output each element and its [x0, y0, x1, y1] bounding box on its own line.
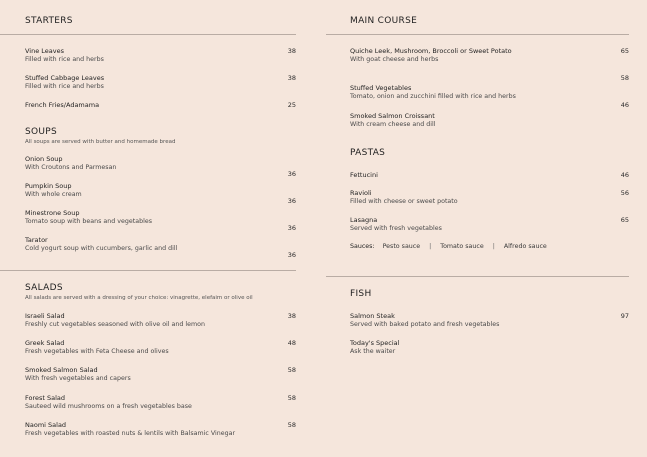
section-note: All soups are served with butter and homemade bread: [25, 139, 176, 145]
item-price: 58: [287, 421, 296, 429]
menu-item: [25, 47, 296, 63]
fish-section: [350, 289, 629, 299]
item-description: With cream cheese and dill: [350, 121, 436, 128]
menu-item: [350, 47, 629, 63]
item-name: Salmon Steak: [350, 312, 395, 320]
menu-item: [25, 101, 296, 109]
item-description: Fresh vegetables with Feta Cheese and olives: [25, 348, 169, 355]
item-description: Filled with cheese or sweet potato: [350, 198, 458, 205]
item-description: Filled with rice and herbs: [25, 83, 104, 90]
item-description: With fresh vegetables and capers: [25, 375, 131, 382]
item-description: Sauteed wild mushrooms on a fresh vegetables base: [25, 403, 192, 410]
menu-item: [350, 101, 629, 128]
item-price: 58: [620, 74, 629, 82]
menu-item: [25, 182, 296, 205]
item-price: 36: [287, 224, 296, 232]
item-name: Vine Leaves: [25, 47, 65, 55]
sauce-option: Tomato sauce: [440, 243, 484, 250]
item-name: Ravioli: [350, 189, 372, 197]
item-name: Quiche Leek, Mushroom, Broccoli or Sweet Potato: [350, 47, 512, 55]
item-price: 38: [287, 312, 296, 320]
item-name: Stuffed Vegetables: [350, 84, 412, 92]
item-description: Filled with rice and herbs: [25, 56, 104, 63]
item-name: Onion Soup: [25, 155, 63, 163]
item-price: 25: [287, 101, 296, 109]
divider: [0, 270, 296, 271]
item-price: 36: [287, 251, 296, 259]
pastas-section: [350, 148, 629, 158]
main-course-section: [350, 16, 629, 26]
item-name: French Fries/Adamama: [25, 101, 100, 109]
item-price: 36: [287, 197, 296, 205]
menu-item: [25, 421, 296, 437]
item-price: 56: [620, 189, 629, 197]
menu-item: [25, 155, 296, 178]
menu-item: [25, 339, 296, 355]
item-price: 58: [287, 366, 296, 374]
item-price: 97: [620, 312, 629, 320]
item-description: Freshly cut vegetables seasoned with olive oil and lemon: [25, 321, 205, 328]
item-price: 36: [287, 170, 296, 178]
section-title: SALADS: [25, 283, 63, 293]
item-description: With goat cheese and herbs: [350, 56, 439, 63]
section-note: All salads are served with a dressing of your choice: vinagrette, elefaim or olive oil: [25, 295, 253, 301]
sauce-option: Pesto sauce: [382, 243, 421, 250]
sauce-option: Alfredo sauce: [503, 243, 547, 250]
item-name: Smoked Salmon Salad: [25, 366, 98, 374]
item-price: 38: [287, 47, 296, 55]
item-name: Tarator: [25, 236, 48, 244]
item-name: Smoked Salmon Croissant: [350, 112, 435, 120]
section-title: STARTERS: [25, 16, 73, 26]
item-price: 65: [620, 47, 629, 55]
item-name: Pumpkin Soup: [25, 182, 72, 190]
item-description: Served with fresh vegetables: [350, 225, 442, 232]
menu-item: [350, 171, 629, 179]
sauces-label: Sauces:: [350, 243, 375, 250]
menu-item: [350, 189, 629, 205]
item-price: 46: [620, 101, 629, 109]
item-description: With Croutons and Parmesan: [25, 164, 117, 171]
item-name: Greek Salad: [25, 339, 65, 347]
item-description: Tomato soup with beans and vegetables: [25, 218, 152, 225]
sauces-line: [350, 243, 547, 250]
item-name: Naomi Salad: [25, 421, 67, 429]
soups-section: [25, 127, 296, 145]
divider: [326, 34, 629, 35]
item-description: Cold yogurt soup with cucumbers, garlic and dill: [25, 245, 178, 252]
separator: |: [492, 243, 495, 250]
item-name: Minestrone Soup: [25, 209, 80, 217]
item-price: 38: [287, 74, 296, 82]
item-name: Israeli Salad: [25, 312, 65, 320]
salads-section: [25, 283, 296, 301]
section-title: PASTAS: [350, 148, 386, 158]
menu-item: [25, 394, 296, 410]
item-description: Fresh vegetables with roasted nuts & lentils with Balsamic Vinegar: [25, 430, 236, 437]
item-price: 46: [620, 171, 629, 179]
item-name: Forest Salad: [25, 394, 66, 402]
section-title: SOUPS: [25, 127, 58, 137]
item-description: Ask the waiter: [350, 348, 396, 355]
item-description: With whole cream: [25, 191, 82, 198]
menu-item: [350, 339, 629, 355]
menu-item: [25, 366, 296, 382]
item-name: Fettucini: [350, 171, 378, 179]
menu-item: [25, 312, 296, 328]
menu-item: [25, 209, 296, 232]
item-price: 58: [287, 394, 296, 402]
section-title: FISH: [350, 289, 372, 299]
divider: [326, 276, 629, 277]
item-name: Lasagna: [350, 216, 378, 224]
separator: |: [429, 243, 432, 250]
menu-item: [350, 216, 629, 232]
item-description: Tomato, onion and zucchini filled with rice and herbs: [350, 93, 516, 100]
item-price: 65: [620, 216, 629, 224]
starters-section: [25, 16, 296, 26]
menu-item: [350, 312, 629, 328]
menu-item: [350, 74, 629, 100]
item-description: Served with baked potato and fresh vegetables: [350, 321, 500, 328]
section-title: MAIN COURSE: [350, 16, 418, 26]
item-name: Stuffed Cabbage Leaves: [25, 74, 105, 82]
menu-item: [25, 236, 296, 259]
menu-item: [25, 74, 296, 90]
divider: [0, 34, 296, 35]
item-price: 48: [287, 339, 296, 347]
item-name: Today's Special: [350, 339, 400, 347]
